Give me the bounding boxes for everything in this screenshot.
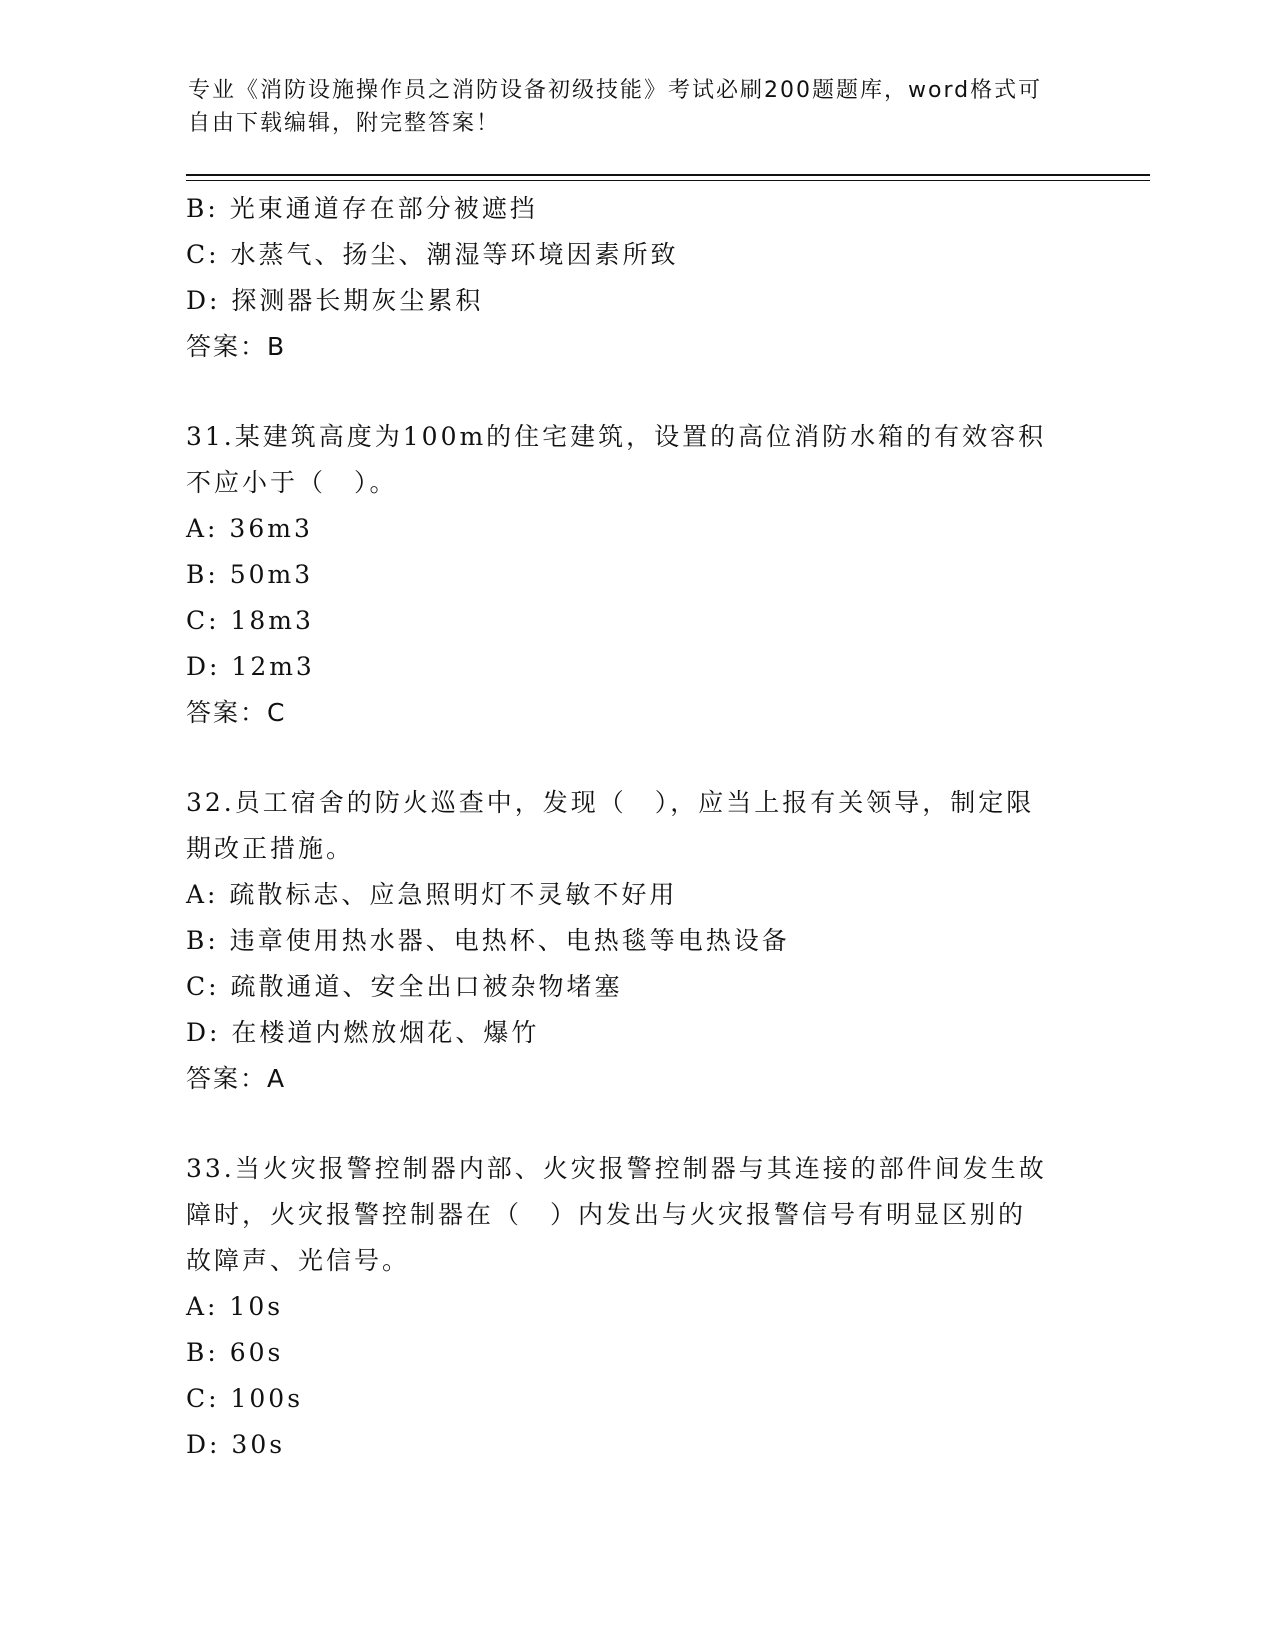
question-stem-line: 不应小于（ ）。 — [186, 468, 398, 497]
question-stem-line: 32.员工宿舍的防火巡查中，发现（ ），应当上报有关领导，制定限 — [186, 788, 1035, 817]
option-c: C: 100s — [186, 1384, 304, 1413]
question-30-tail — [186, 186, 1086, 370]
option-c: C: 水蒸气、扬尘、潮湿等环境因素所致 — [186, 240, 679, 269]
question-stem-line: 障时，火灾报警控制器在（ ）内发出与火灾报警信号有明显区别的 — [186, 1200, 1027, 1229]
option-d: D: 在楼道内燃放烟花、爆竹 — [186, 1018, 540, 1047]
question-stem — [186, 1146, 1056, 1284]
question-content — [186, 186, 1086, 1468]
option-a: A: 36m3 — [186, 514, 313, 543]
option-c: C: 疏散通道、安全出口被杂物堵塞 — [186, 972, 623, 1001]
option-b: B: 违章使用热水器、电热杯、电热毯等电热设备 — [186, 926, 790, 955]
header-divider-thin — [186, 180, 1150, 181]
answer-label: 答案：C — [186, 698, 287, 727]
question-31 — [186, 414, 1086, 736]
document-header — [188, 74, 1068, 140]
header-divider — [186, 174, 1150, 176]
answer-label: 答案：A — [186, 1064, 287, 1093]
question-stem-line: 故障声、光信号。 — [186, 1246, 411, 1275]
option-c: C: 18m3 — [186, 606, 314, 635]
question-stem-line: 33.当火灾报警控制器内部、火灾报警控制器与其连接的部件间发生故 — [186, 1154, 1047, 1183]
option-a: A: 疏散标志、应急照明灯不灵敏不好用 — [186, 880, 678, 909]
option-b: B: 60s — [186, 1338, 284, 1367]
option-a: A: 10s — [186, 1292, 284, 1321]
option-b: B: 50m3 — [186, 560, 314, 589]
option-d: D: 探测器长期灰尘累积 — [186, 286, 484, 315]
option-d: D: 30s — [186, 1430, 286, 1459]
question-stem-line: 31.某建筑高度为100m的住宅建筑，设置的高位消防水箱的有效容积 — [186, 422, 1047, 451]
option-b: B: 光束通道存在部分被遮挡 — [186, 194, 538, 223]
question-stem — [186, 780, 1056, 872]
header-line-1: 专业《消防设施操作员之消防设备初级技能》考试必刷200题题库，word格式可 — [188, 78, 1043, 103]
question-stem-line: 期改正措施。 — [186, 834, 355, 863]
header-line-2: 自由下载编辑，附完整答案！ — [188, 111, 501, 136]
question-33 — [186, 1146, 1086, 1468]
option-d: D: 12m3 — [186, 652, 315, 681]
answer-label: 答案：B — [186, 332, 287, 361]
question-stem — [186, 414, 1056, 506]
question-32 — [186, 780, 1086, 1102]
